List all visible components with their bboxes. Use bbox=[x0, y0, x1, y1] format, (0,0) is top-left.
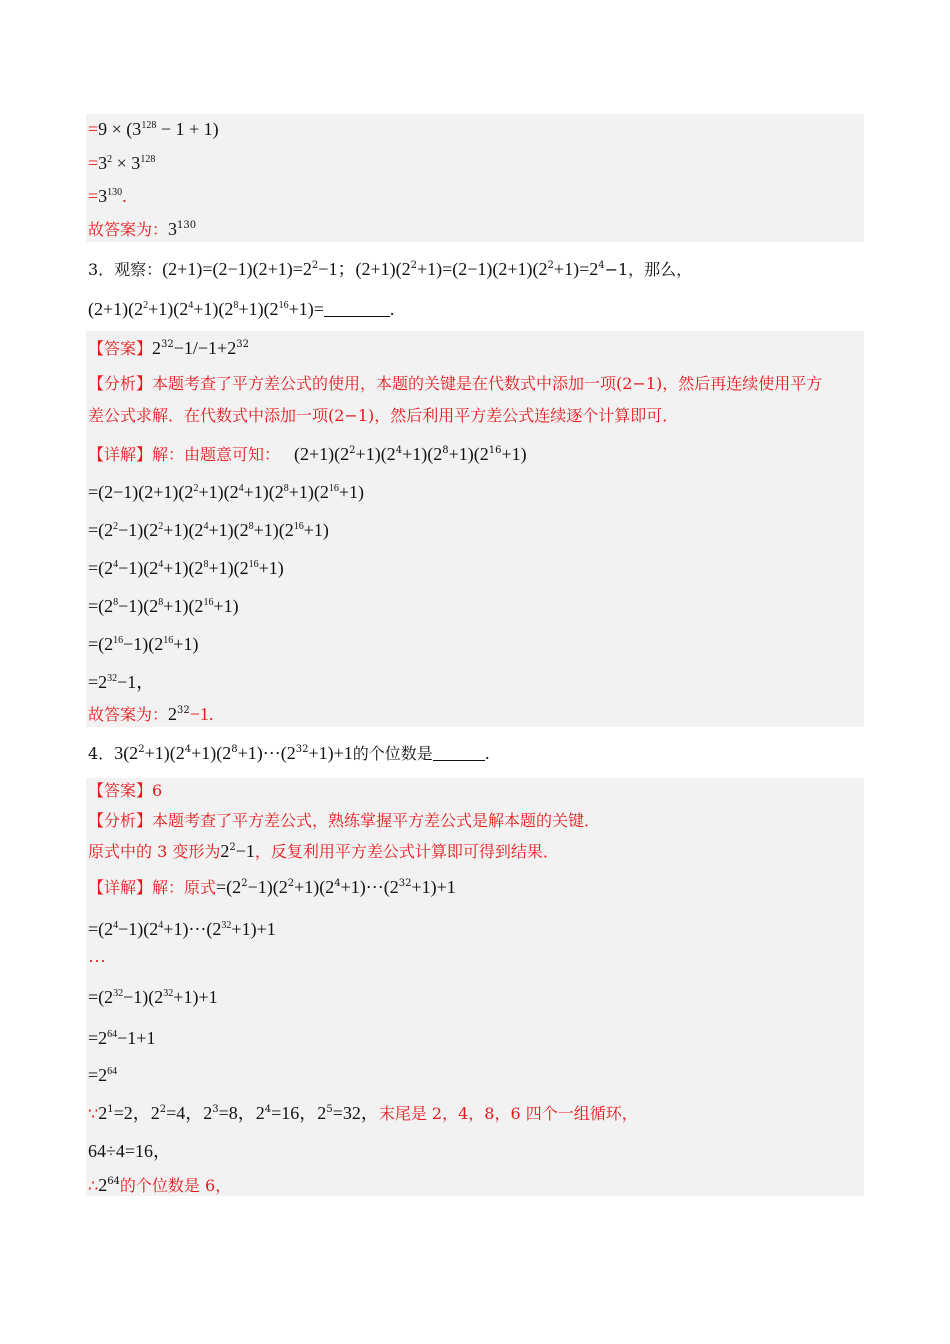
step-line: $=2^{64}-1+1$ bbox=[88, 1028, 156, 1048]
question-4-line: 4．$3(2^2+1)(2^4+1)(2^8+1)\cdot\cdot\cdot(2^{32}+1)+1$的个位数是 . bbox=[88, 743, 490, 763]
solution-block-4 bbox=[86, 778, 864, 1196]
step-line: $=(2^{32}-1)(2^{32}+1)+1$ bbox=[88, 987, 218, 1007]
analysis-line-2: 差公式求解．在代数式中添加一项(2−1)，然后利用平方差公式连续逐个计算即可． bbox=[88, 406, 679, 425]
question-3-line-2: $(2+1)(2^2+1)(2^4+1)(2^8+1)(2^{16}+1)=$ . bbox=[88, 299, 395, 319]
because-line: $\because 2^1=2$，$2^2=4$，$2^3=8$，$2^4=16$，$2^5=32$，末尾是 2，4，8，6 四个一组循环， bbox=[88, 1103, 638, 1123]
step-line: $=(2^8-1)(2^8+1)(2^{16}+1)$ bbox=[88, 596, 239, 616]
analysis-line-2: 原式中的 3 变形为$2^2-1$，反复利用平方差公式计算即可得到结果． bbox=[88, 841, 559, 861]
answer-blank bbox=[324, 316, 390, 317]
step-line: $=(2^4-1)(2^4+1)\cdot\cdot\cdot(2^{32}+1)+1$ bbox=[88, 919, 276, 939]
therefore-line: $\therefore 2^{64}$的个位数是 6， bbox=[88, 1175, 232, 1195]
step-line: $=3^2 \times 3^{128}$ bbox=[88, 153, 156, 173]
step-line: $=2^{32}-1$， bbox=[88, 672, 155, 692]
detail-line: 【详解】解：原式$=(2^2-1)(2^2+1)(2^4+1)\cdot\cdot\cdot(2^{32}+1)+1$ bbox=[88, 877, 456, 897]
conclusion-line: 故答案为：$3^{130}$ bbox=[88, 219, 197, 239]
detail-line: 【详解】解：由题意可知： $(2+1)(2^2+1)(2^4+1)(2^8+1)(2^{16}+1)$ bbox=[88, 444, 527, 464]
step-line: $=(2-1)(2+1)(2^2+1)(2^4+1)(2^8+1)(2^{16}+1)$ bbox=[88, 482, 365, 502]
step-line: $=2^{64}$ bbox=[88, 1065, 118, 1085]
solution-block-2-tail bbox=[86, 114, 864, 242]
analysis-line-1: 【分析】本题考查了平方差公式的使用，本题的关键是在代数式中添加一项(2−1)，然后再连续使用平方 bbox=[88, 374, 823, 393]
analysis-line-1: 【分析】本题考查了平方差公式，熟练掌握平方差公式是解本题的关键． bbox=[88, 811, 601, 830]
step-line: $=9 \times (3^{128} - 1 + 1)$ bbox=[88, 119, 219, 139]
answer-blank bbox=[433, 760, 485, 761]
ellipsis-line: ··· bbox=[88, 951, 106, 971]
answer-line: 【答案】6 bbox=[88, 781, 163, 800]
division-line: 64÷4=16， bbox=[88, 1141, 172, 1161]
answer-line: 【答案】$2^{32}-1/-1+2^{32}$ bbox=[88, 338, 249, 358]
step-line: $=(2^4-1)(2^4+1)(2^8+1)(2^{16}+1)$ bbox=[88, 558, 284, 578]
solution-block-3 bbox=[86, 331, 864, 727]
step-line: $=(2^2-1)(2^2+1)(2^4+1)(2^8+1)(2^{16}+1)$ bbox=[88, 520, 329, 540]
question-3-line-1: 3．观察：$(2+1)=(2-1)(2+1)=2^2-1$；$(2+1)(2^2+1)=(2-1)(2+1)(2^2+1)=2^4-1$，那么， bbox=[88, 259, 693, 279]
step-line: $=(2^{16}-1)(2^{16}+1)$ bbox=[88, 634, 199, 654]
conclusion-line: 故答案为：$2^{32}-1$. bbox=[88, 704, 214, 724]
step-line: $=3^{130}$. bbox=[88, 186, 127, 206]
